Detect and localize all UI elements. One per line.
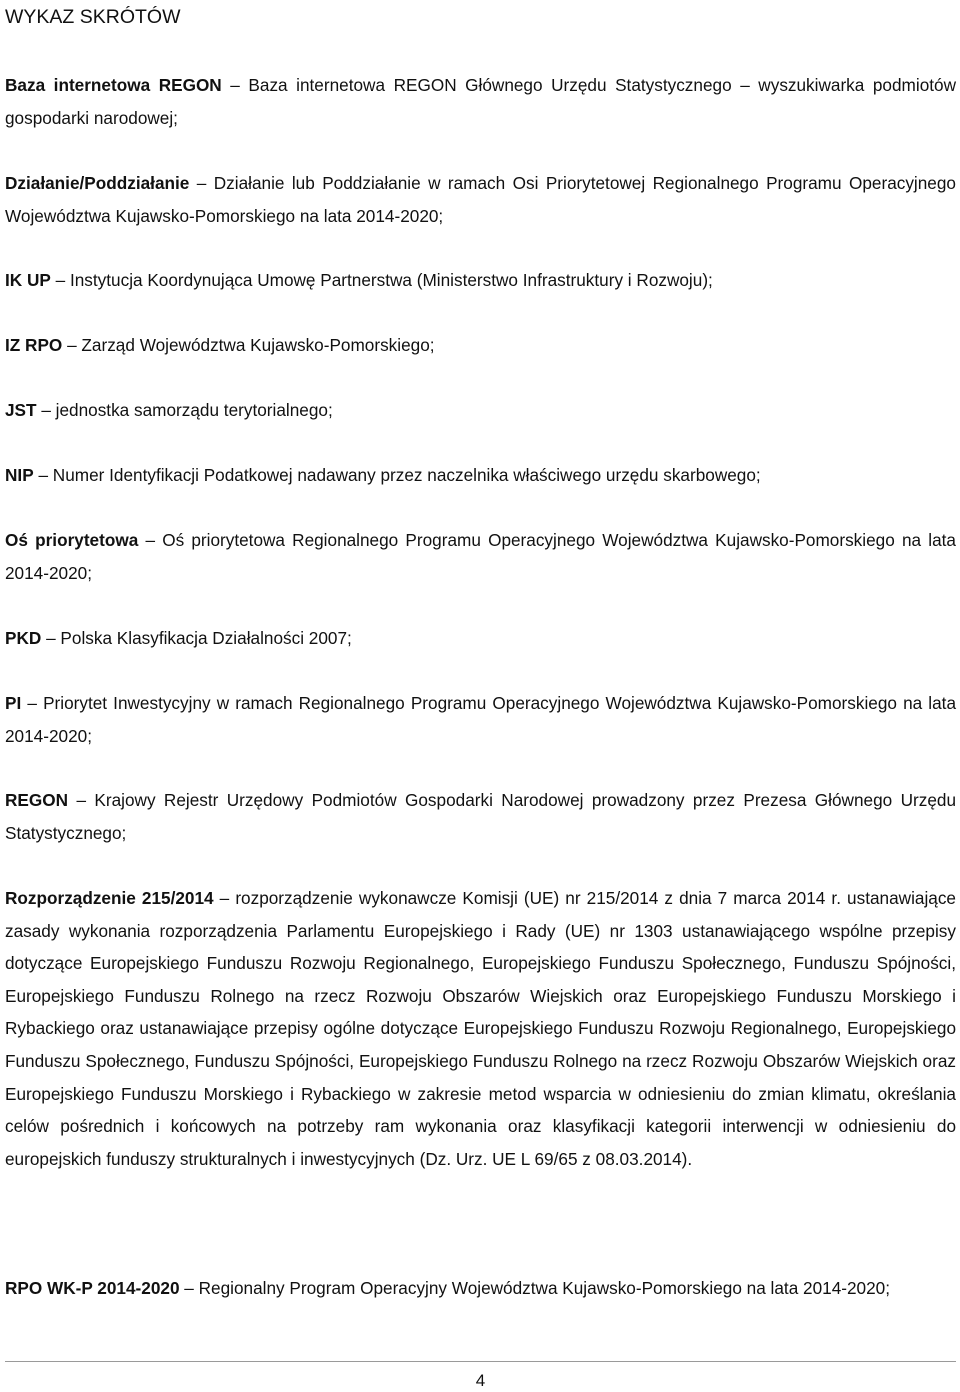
abbreviation-term: PKD (5, 628, 42, 648)
abbreviation-entry (5, 167, 956, 232)
abbreviation-definition: Krajowy Rejestr Urzędowy Podmiotów Gospodarki Narodowej prowadzony przez Prezesa Głównego Urzędu Statystycznego; (5, 790, 956, 843)
separator-dash: – (230, 75, 240, 95)
abbreviation-entry (5, 459, 956, 492)
abbreviation-definition: rozporządzenie wykonawcze Komisji (UE) nr 215/2014 z dnia 7 marca 2014 r. ustanawiające zasady wykonania rozporządzenia Parlamentu Europejskiego i Rady (UE) nr 1303 ustanawiającego wspólne przepisy dotyczące Europejskiego Funduszu Rozwoju Regionalnego, Europejskiego Funduszu Społecznego, Funduszu Spójności, Europejskiego Funduszu Rolnego na rzecz Rozwoju Obszarów Wiejskich oraz Europejskiego Funduszu Morskiego i Rybackiego oraz ustanawiające przepisy ogólne dotyczące Europejskiego Funduszu Rozwoju Regionalnego, Europejskiego Funduszu Społecznego, Funduszu Spójności, Europejskiego Funduszu Rolnego na rzecz Rozwoju Obszarów Wiejskich oraz Europejskiego Funduszu Morskiego i Rybackiego w zakresie metod wsparcia w odniesieniu do zmian klimatu, określania celów pośrednich i końcowych na potrzeby ram wykonania oraz klasyfikacji kategorii interwencji w odniesieniu do europejskich funduszy strukturalnych i inwestycyjnych (Dz. Urz. UE L 69/65 z 08.03.2014). (5, 888, 956, 1169)
abbreviation-term: Oś priorytetowa (5, 530, 139, 550)
separator-dash: – (38, 465, 48, 485)
abbreviation-definition: Oś priorytetowa Regionalnego Programu Operacyjnego Województwa Kujawsko-Pomorskiego na lata 2014-2020; (5, 530, 956, 583)
abbreviation-entry (5, 784, 956, 849)
separator-dash: – (67, 335, 77, 355)
abbreviation-term: RPO WK-P 2014-2020 (5, 1278, 180, 1298)
separator-dash: – (41, 400, 51, 420)
separator-dash: – (46, 628, 56, 648)
abbreviation-entry (5, 329, 956, 362)
abbreviation-definition: Priorytet Inwestycyjny w ramach Regionalnego Programu Operacyjnego Województwa Kujawsko-Pomorskiego na lata 2014-2020; (5, 693, 957, 746)
abbreviation-entry (5, 394, 956, 427)
abbreviation-entry (5, 687, 956, 752)
separator-dash: – (145, 530, 156, 550)
abbreviation-definition: jednostka samorządu terytorialnego; (55, 400, 333, 420)
abbreviation-term: IZ RPO (5, 335, 63, 355)
abbreviation-term: Baza internetowa REGON (5, 75, 222, 95)
page-number: 4 (475, 1371, 486, 1390)
abbreviation-definition: Polska Klasyfikacja Działalności 2007; (60, 628, 352, 648)
abbreviation-term: PI (5, 693, 22, 713)
abbreviation-definition: Regionalny Program Operacyjny Województwa Kujawsko-Pomorskiego na lata 2014-2020; (198, 1278, 891, 1298)
abbreviation-entry (5, 882, 956, 1175)
abbreviation-entry (5, 69, 956, 134)
abbreviation-term: Rozporządzenie 215/2014 (5, 888, 214, 908)
separator-dash: – (184, 1278, 194, 1298)
document-page (5, 0, 956, 1392)
separator-dash: – (55, 270, 66, 290)
abbreviation-term: Działanie/Poddziałanie (5, 173, 190, 193)
page-title: WYKAZ SKRÓTÓW (5, 6, 181, 28)
abbreviation-term: JST (5, 400, 37, 420)
abbreviation-entry (5, 524, 956, 589)
abbreviation-entry (5, 264, 956, 297)
separator-dash: – (76, 790, 86, 810)
abbreviation-term: NIP (5, 465, 34, 485)
separator-dash: – (219, 888, 230, 908)
abbreviation-definition: Baza internetowa REGON Głównego Urzędu Statystycznego – wyszukiwarka podmiotów gospodarki narodowej; (5, 75, 956, 128)
abbreviation-definition: Numer Identyfikacji Podatkowej nadawany przez naczelnika właściwego urzędu skarbowego; (52, 465, 761, 485)
abbreviation-definition: Zarząd Województwa Kujawsko-Pomorskiego; (81, 335, 435, 355)
abbreviation-term: IK UP (5, 270, 51, 290)
abbreviation-definition: Działanie lub Poddziałanie w ramach Osi Priorytetowej Regionalnego Programu Operacyjnego Województwa Kujawsko-Pomorskiego na lata 2014-2020; (5, 173, 956, 226)
separator-dash: – (27, 693, 37, 713)
abbreviation-entry (5, 1272, 956, 1305)
abbreviation-definition: Instytucja Koordynująca Umowę Partnerstwa (Ministerstwo Infrastruktury i Rozwoju); (69, 270, 713, 290)
footer-divider (5, 1361, 956, 1362)
abbreviation-entry (5, 622, 956, 655)
separator-dash: – (196, 173, 207, 193)
abbreviation-term: REGON (5, 790, 69, 810)
